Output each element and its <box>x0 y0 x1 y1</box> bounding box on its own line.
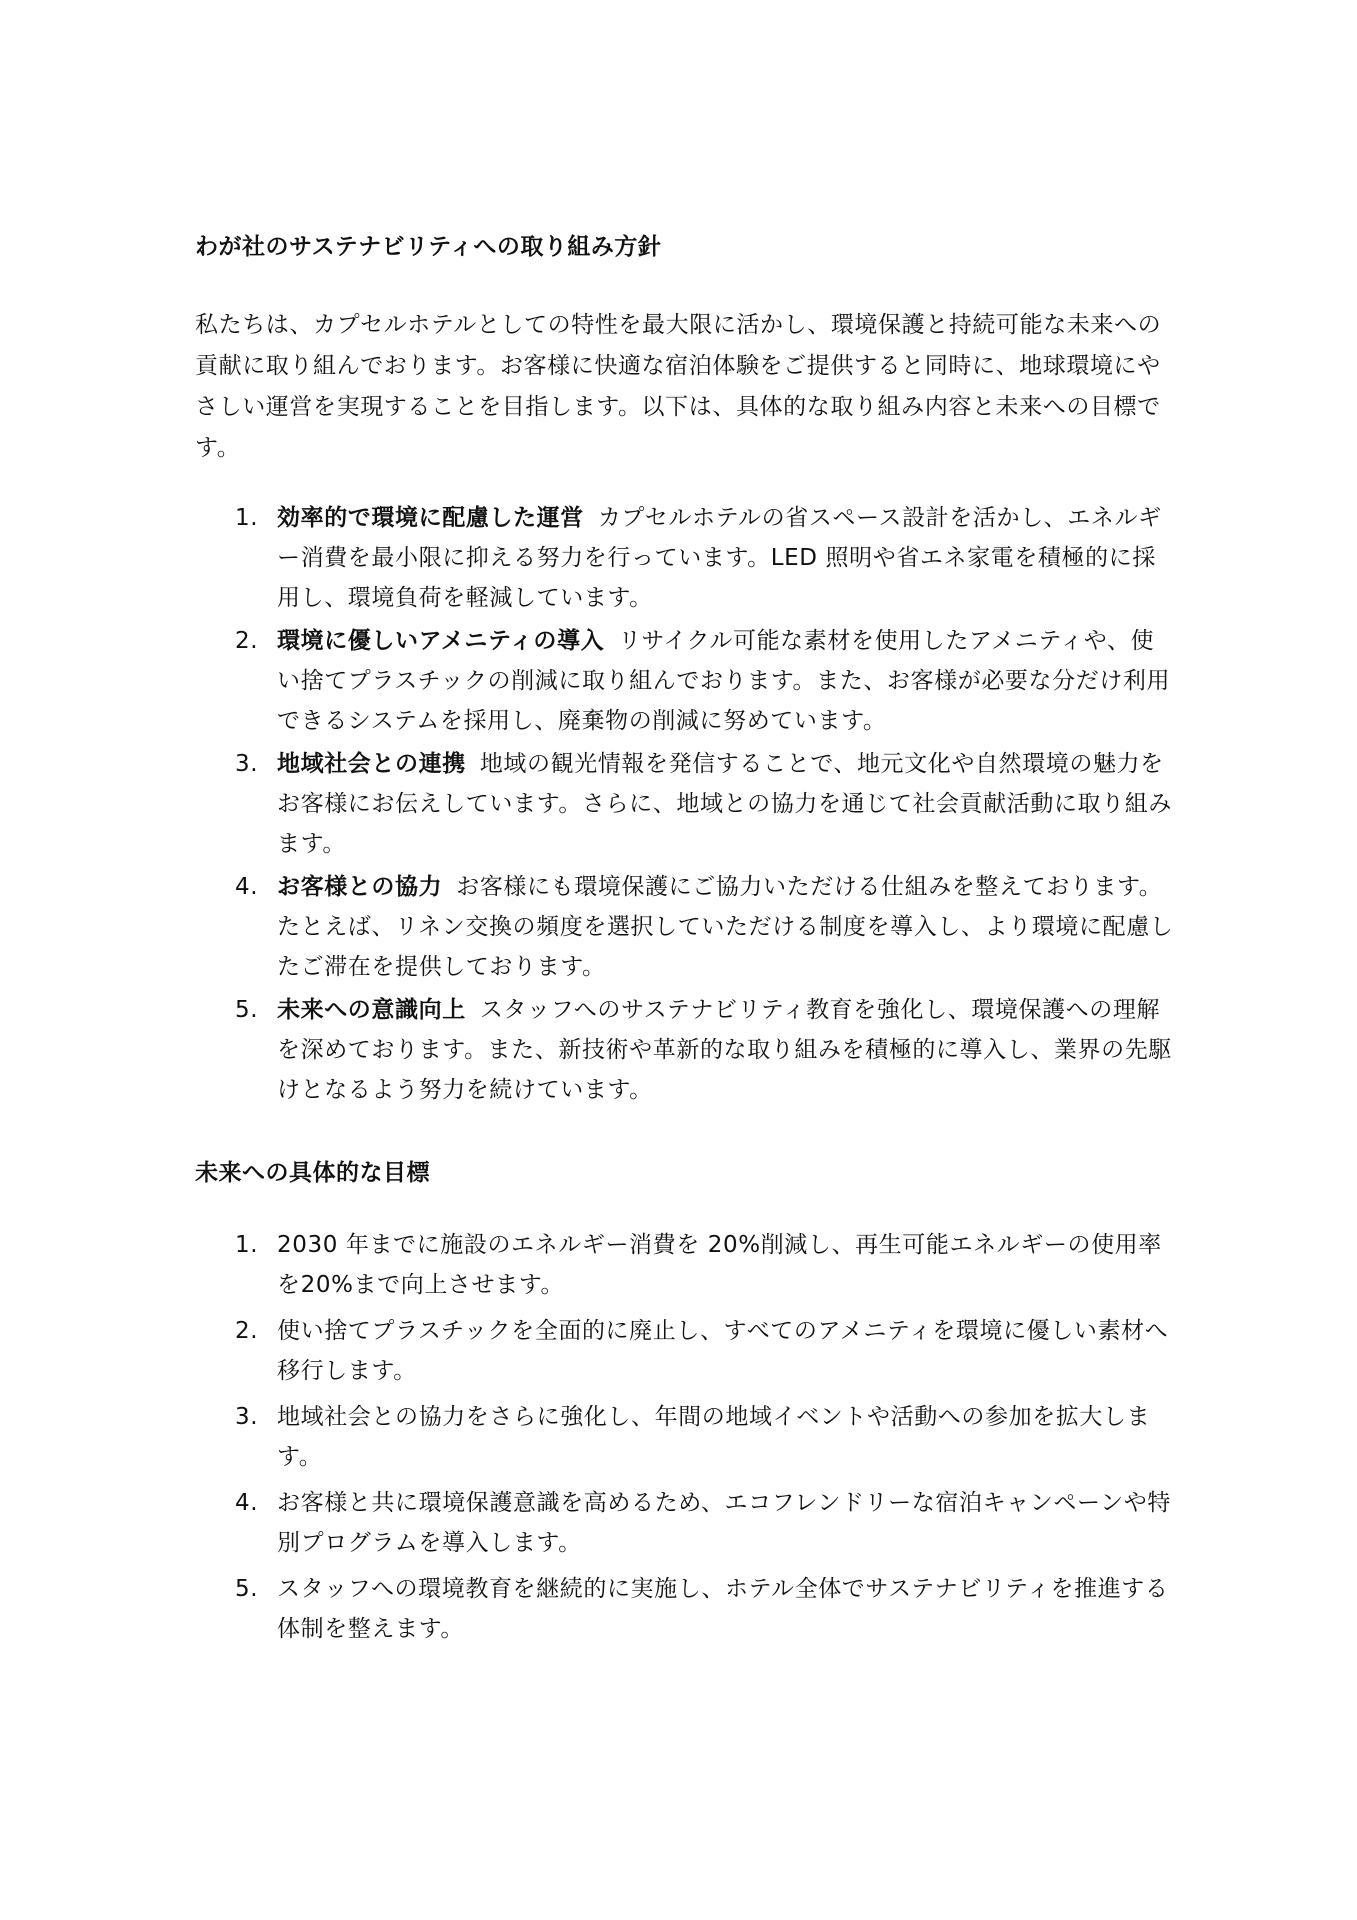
list-item <box>195 867 1175 987</box>
document-page <box>195 0 1175 1920</box>
item-text: 地域の観光情報を発信することで、地元文化や自然環境の魅力をお客様にお伝えしています。さらに、地域との協力を通じて社会貢献活動に取り組みます。 <box>277 751 1172 857</box>
list-item <box>195 1569 1175 1649</box>
item-number: 4. <box>235 1490 259 1516</box>
item-text: リサイクル可能な素材を使用したアメニティや、使い捨てプラスチックの削減に取り組んでおります。また、お客様が必要な分だけ利用できるシステムを採用し、廃棄物の削減に努めています。 <box>277 628 1171 734</box>
goals-heading: 未来への具体的な目標 <box>195 1160 430 1186</box>
item-text: スタッフへの環境教育を継続的に実施し、ホテル全体でサステナビリティを推進する体制を整えます。 <box>277 1576 1169 1642</box>
item-number: 3. <box>235 751 259 777</box>
list-item <box>195 1483 1175 1563</box>
item-number: 1. <box>235 505 259 531</box>
item-title: 地域社会との連携 <box>277 751 466 777</box>
goals-list <box>195 1225 1175 1655</box>
list-item <box>195 498 1175 618</box>
intro-paragraph: 私たちは、カプセルホテルとしての特性を最大限に活かし、環境保護と持続可能な未来への貢献に取り組んでおります。お客様に快適な宿泊体験をご提供すると同時に、地球環境にやさしい運営を実現することを目指します。以下は、具体的な取り組み内容と未来への目標です。 <box>195 312 1162 461</box>
item-number: 2. <box>235 628 259 654</box>
policy-list <box>195 498 1175 1113</box>
item-title: 未来への意識向上 <box>277 997 466 1023</box>
item-text: 地域社会との協力をさらに強化し、年間の地域イベントや活動への参加を拡大します。 <box>277 1404 1151 1470</box>
item-title: 環境に優しいアメニティの導入 <box>277 628 605 654</box>
list-item <box>195 1311 1175 1391</box>
policy-heading: わが社のサステナビリティへの取り組み方針 <box>195 234 662 260</box>
list-item <box>195 1397 1175 1477</box>
item-number: 5. <box>235 997 259 1023</box>
list-item <box>195 621 1175 741</box>
item-text: 2030 年までに施設のエネルギー消費を 20%削減し、再生可能エネルギーの使用率を20%まで向上させます。 <box>277 1232 1162 1298</box>
list-item <box>195 1225 1175 1305</box>
item-number: 1. <box>235 1232 259 1258</box>
item-number: 3. <box>235 1404 259 1430</box>
item-text: 使い捨てプラスチックを全面的に廃止し、すべてのアメニティを環境に優しい素材へ移行します。 <box>277 1318 1169 1384</box>
item-text: お客様にも環境保護にご協力いただける仕組みを整えております。たとえば、リネン交換の頻度を選択していただける制度を導入し、より環境に配慮したご滞在を提供しております。 <box>277 874 1174 980</box>
item-number: 4. <box>235 874 259 900</box>
item-title: 効率的で環境に配慮した運営 <box>277 505 584 531</box>
list-item <box>195 744 1175 864</box>
item-text: スタッフへのサステナビリティ教育を強化し、環境保護への理解を深めております。また、新技術や革新的な取り組みを積極的に導入し、業界の先駆けとなるよう努力を続けています。 <box>277 997 1172 1103</box>
item-text: お客様と共に環境保護意識を高めるため、エコフレンドリーな宿泊キャンペーンや特別プログラムを導入します。 <box>277 1490 1171 1556</box>
list-item <box>195 990 1175 1110</box>
item-title: お客様との協力 <box>277 874 443 900</box>
item-number: 5. <box>235 1576 259 1602</box>
item-number: 2. <box>235 1318 259 1344</box>
item-text: カプセルホテルの省スペース設計を活かし、エネルギー消費を最小限に抑える努力を行っています。LED 照明や省エネ家電を積極的に採用し、環境負荷を軽減しています。 <box>277 505 1162 611</box>
